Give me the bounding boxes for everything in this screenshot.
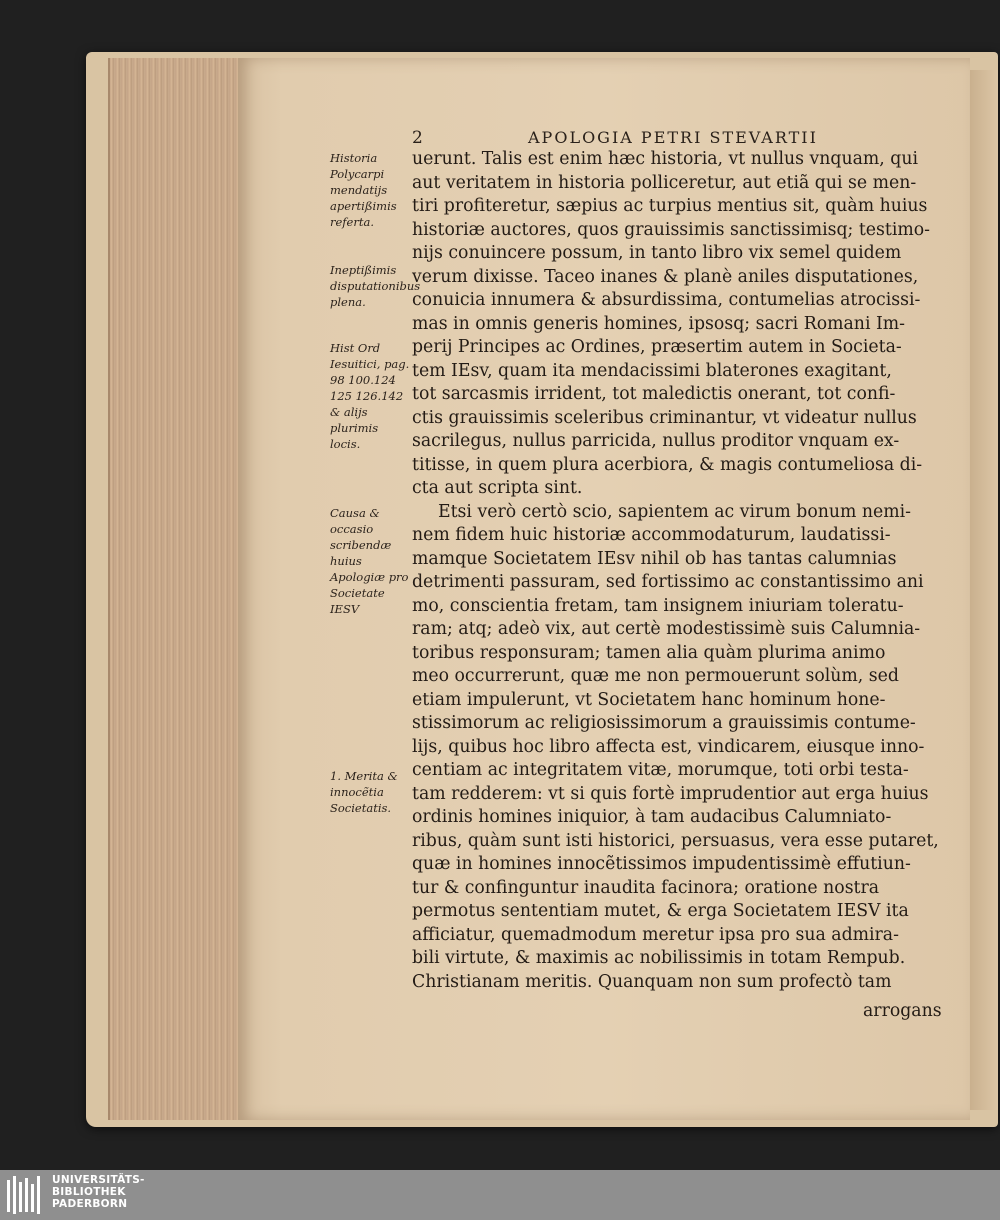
- text-line: permotus sententiam mutet, & erga Societatem IESV ita: [412, 901, 909, 921]
- text-line: ram; atq; adeò vix, aut certè modestissimè suis Calumnia-: [412, 619, 921, 639]
- page-edges: [108, 58, 258, 1120]
- text-line: sacrilegus, nullus parricida, nullus proditor vnquam ex-: [412, 431, 900, 451]
- text-line: titisse, in quem plura acerbiora, & magis contumeliosa di-: [412, 454, 923, 475]
- text-line: ribus, quàm sunt isti historici, persuasus, vera esse putaret,: [412, 830, 939, 851]
- library-bars-icon: [6, 1174, 46, 1216]
- text-line: tur & confinguntur inaudita facinora; oratione nostra: [412, 877, 880, 898]
- text-line: mo, conscientia fretam, tam insignem iniuriam toleratu-: [412, 595, 904, 616]
- logo-line: BIBLIOTHEK: [52, 1186, 126, 1198]
- text-line: meo occurrerunt, quæ me non permouerunt solùm, sed: [412, 666, 899, 686]
- margin-note: Historia Polycarpi mendatijs apertißimis referta.: [330, 151, 397, 229]
- catchword: arrogans: [863, 1001, 942, 1021]
- text-line: tem IEsv, quam ita mendacissimi blaterones exagitant,: [412, 360, 892, 381]
- text-line: conuicia innumera & absurdissima, contumelias atrocissi-: [412, 290, 921, 310]
- text-line: bili virtute, & maximis ac nobilissimis in totam Rempub.: [412, 948, 906, 968]
- text-line: stissimorum ac religiosissimorum a grauissimis contume-: [412, 713, 916, 733]
- margin-note: Hist Ord Iesuitici, pag. 98 100.124 125 126.142 & alijs plurimis locis.: [330, 341, 410, 451]
- text-line: ordinis homines iniquior, à tam audacibus Calumniato-: [412, 807, 892, 827]
- text-line: tiri profiteretur, sæpius ac turpius mentius sit, quàm huius: [412, 196, 928, 216]
- text-line: Christianam meritis. Quanquam non sum profectò tam: [412, 971, 892, 992]
- text-line: verum dixisse. Taceo inanes & planè aniles disputationes,: [412, 266, 919, 287]
- text-line: afficiatur, quemadmodum meretur ipsa pro sua admira-: [412, 924, 899, 945]
- logo-line: UNIVERSITÄTS-: [52, 1174, 145, 1186]
- text-line: etiam impulerunt, vt Societatem hanc hominum hone-: [412, 689, 886, 710]
- text-line: Etsi verò certò scio, sapientem ac virum bonum nemi-: [438, 501, 911, 522]
- margin-note: Causa & occasio scribendæ huius Apologiæ pro Societate IESV: [330, 506, 409, 616]
- text-line: centiam ac integritatem vitæ, morumque, toti orbi testa-: [412, 760, 909, 780]
- text-line: nem fidem huic historiæ accommodaturum, laudatissi-: [412, 525, 891, 545]
- page-number: 2: [412, 128, 423, 148]
- text-line: lijs, quibus hoc libro affecta est, vindicarem, eiusque inno-: [412, 736, 925, 757]
- text-line: tam redderem: vt si quis fortè imprudentior aut erga huius: [412, 783, 929, 804]
- text-line: nijs conuincere possum, in tanto libro vix semel quidem: [412, 243, 902, 263]
- logo-line: PADERBORN: [52, 1198, 128, 1210]
- running-head: APOLOGIA PETRI STEVARTII: [528, 128, 818, 147]
- text-line: mas in omnis generis homines, ipsosq; sacri Romani Im-: [412, 313, 906, 334]
- library-logo-text: [52, 1174, 145, 1210]
- text-line: cta aut scripta sint.: [412, 478, 583, 498]
- margin-note: 1. Merita & innocẽtia Societatis.: [330, 769, 398, 815]
- body-text: [412, 148, 948, 994]
- text-line: ctis grauissimis sceleribus criminantur, vt videatur nullus: [412, 407, 917, 428]
- facing-page-edge: [970, 70, 998, 1110]
- footer-bar: [0, 1170, 1000, 1220]
- text-line: perij Principes ac Ordines, præsertim autem in Societa-: [412, 337, 902, 357]
- text-line: toribus responsuram; tamen alia quàm plurima animo: [412, 642, 886, 663]
- text-line: mamque Societatem IEsv nihil ob has tantas calumnias: [412, 548, 897, 569]
- margin-note: Ineptißimis disputationibus plena.: [330, 263, 421, 309]
- text-line: uerunt. Talis est enim hæc historia, vt nullus vnquam, qui: [412, 149, 918, 169]
- text-line: quæ in homines innocẽtissimos impudentissimè effutiun-: [412, 854, 911, 874]
- text-line: detrimenti passuram, sed fortissimo ac constantissimo ani: [412, 572, 924, 592]
- text-line: aut veritatem in historia polliceretur, aut etiã qui se men-: [412, 172, 917, 193]
- text-line: tot sarcasmis irrident, tot maledictis onerant, tot confi-: [412, 384, 896, 404]
- text-line: historiæ auctores, quos grauissimis sanctissimisq; testimo-: [412, 219, 930, 240]
